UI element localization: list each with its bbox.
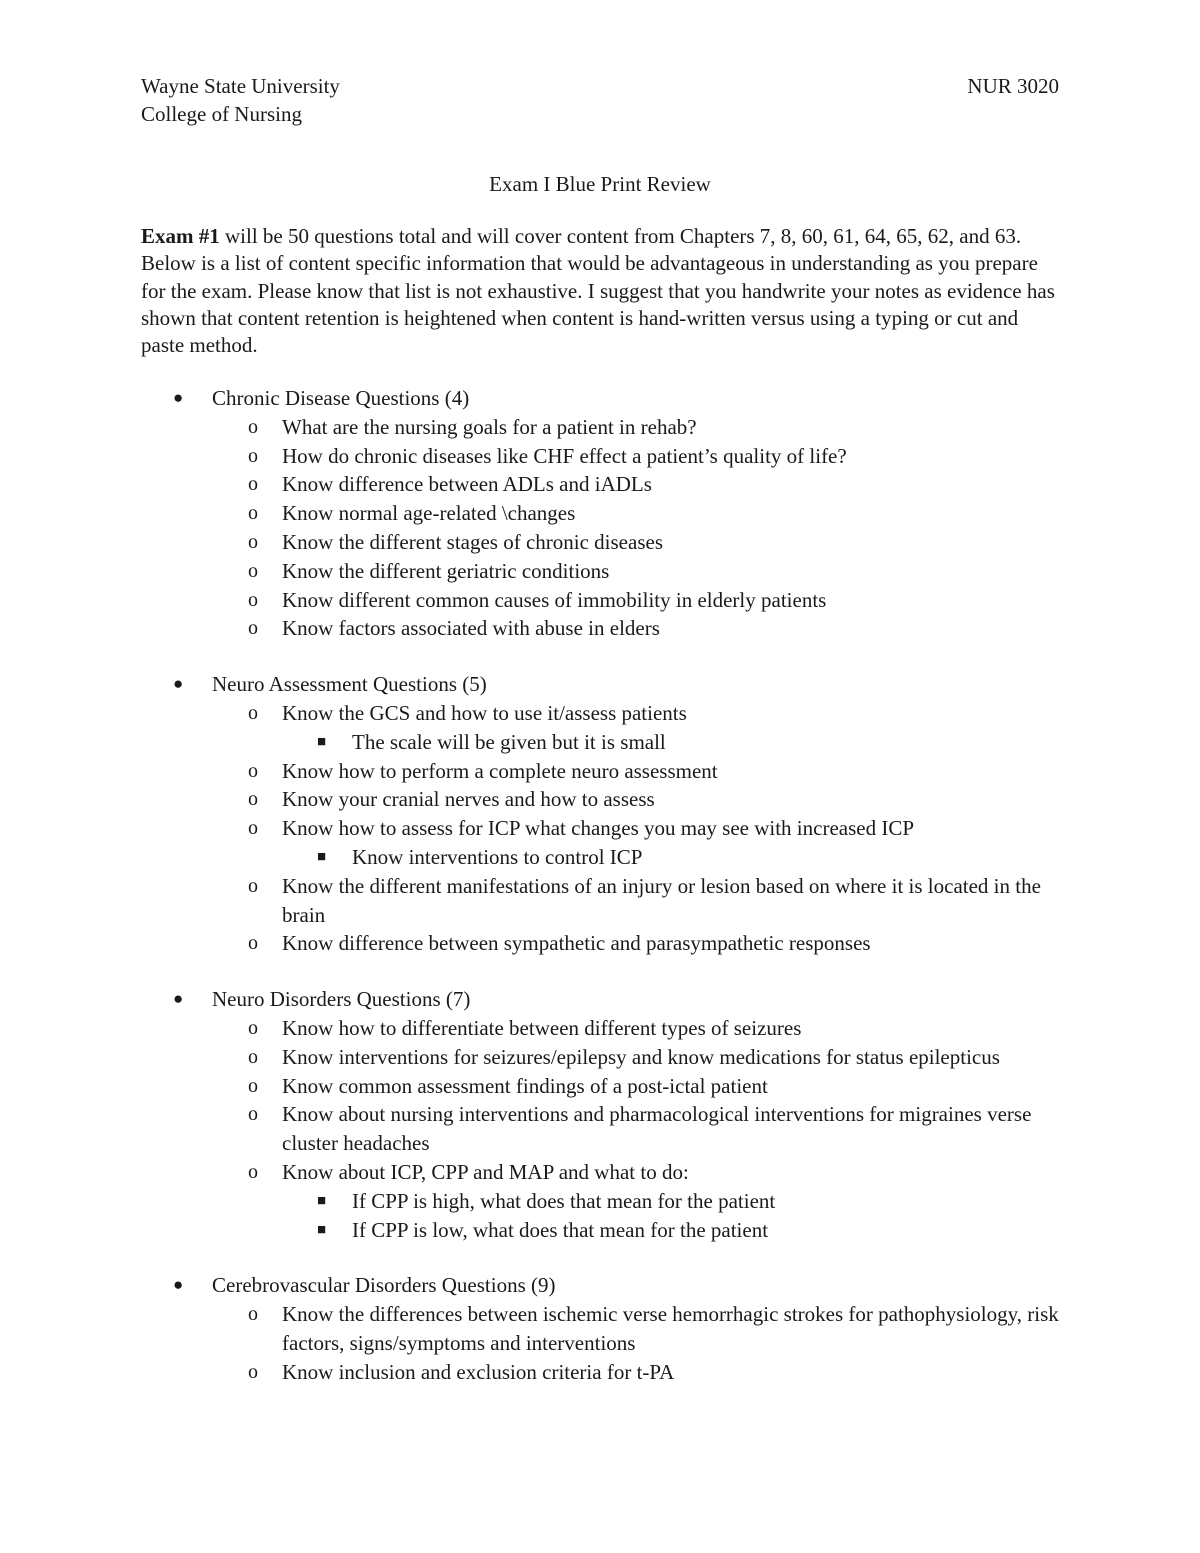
list-item-text: Know the GCS and how to use it/assess patients: [282, 700, 687, 725]
square-marker: ■: [317, 848, 327, 865]
circle-marker: o: [248, 444, 258, 467]
list-item-text: Know different common causes of immobility in elderly patients: [282, 587, 827, 612]
section: [141, 670, 1066, 958]
section-heading: [141, 670, 1066, 699]
list-item: [141, 557, 1066, 586]
university-name: Wayne State University: [141, 74, 340, 98]
circle-marker: o: [248, 1016, 258, 1039]
circle-marker: o: [248, 1160, 258, 1183]
section: [141, 985, 1066, 1244]
list-item: [141, 1014, 1066, 1043]
intro-lead: Exam #1: [141, 224, 220, 248]
list-item: [141, 413, 1066, 442]
list-item-text: Know the different geriatric conditions: [282, 558, 610, 583]
section-heading-text: Cerebrovascular Disorders Questions (9): [212, 1273, 556, 1298]
sub-list-item-text: If CPP is low, what does that mean for the patient: [352, 1217, 769, 1242]
circle-marker: o: [248, 559, 258, 582]
circle-marker: o: [248, 415, 258, 438]
circle-marker: o: [248, 530, 258, 553]
list-item-text: Know difference between ADLs and iADLs: [282, 472, 652, 497]
circle-marker: o: [248, 701, 258, 724]
sub-list-item: [141, 1216, 1066, 1245]
section-heading-text: Neuro Assessment Questions (5): [212, 672, 487, 697]
circle-marker: o: [248, 817, 258, 840]
document-header: [141, 72, 1059, 128]
list-item: [141, 586, 1066, 615]
list-item-text: Know normal age-related \changes: [282, 501, 576, 526]
list-item: [141, 699, 1066, 728]
list-item-text: Know inclusion and exclusion criteria for t-PA: [282, 1359, 675, 1384]
list-item: [141, 929, 1066, 958]
circle-marker: o: [248, 473, 258, 496]
circle-marker: o: [248, 874, 258, 897]
list-item: [141, 1072, 1066, 1101]
list-item-text: Know about ICP, CPP and MAP and what to do:: [282, 1159, 689, 1184]
circle-marker: o: [248, 617, 258, 640]
square-marker: ■: [317, 1192, 327, 1209]
square-marker: ■: [317, 1221, 327, 1238]
circle-marker: o: [248, 759, 258, 782]
list-item: [141, 1300, 1066, 1358]
list-item-text: Know the different stages of chronic diseases: [282, 529, 663, 554]
list-item: [141, 499, 1066, 528]
list-item: [141, 1100, 1066, 1158]
list-item-text: Know how to assess for ICP what changes you may see with increased ICP: [282, 816, 915, 841]
list-item: [141, 1158, 1066, 1187]
section-heading-text: Neuro Disorders Questions (7): [212, 987, 471, 1012]
intro-text: will be 50 questions total and will cover content from Chapters 7, 8, 60, 61, 64, 65, 62, and 63. Below is a list of content specific information that would be advantageous in understanding as you prepare for the exam. Please know that list is not exhaustive. I suggest that you handwrite your notes as evidence has shown that content retention is heightened when content is hand-written versus using a typing or cut and paste method.: [141, 224, 1055, 358]
sub-list-item: [141, 1187, 1066, 1216]
sub-list-item: [141, 843, 1066, 872]
list-item-text: Know factors associated with abuse in elders: [282, 616, 660, 641]
circle-marker: o: [248, 932, 258, 955]
circle-marker: o: [248, 1303, 258, 1326]
circle-marker: o: [248, 1103, 258, 1126]
section-heading: [141, 1271, 1066, 1300]
list-item: [141, 757, 1066, 786]
topic-list: [141, 384, 1066, 1414]
list-item-text: Know how to differentiate between different types of seizures: [282, 1015, 802, 1040]
list-item-text: Know how to perform a complete neuro assessment: [282, 758, 718, 783]
list-item: [141, 872, 1066, 930]
list-item: [141, 1043, 1066, 1072]
institution-block: [141, 72, 340, 128]
list-item-text: Know about nursing interventions and pharmacological interventions for migraines verse cluster headaches: [282, 1102, 1032, 1156]
sub-list-item-text: The scale will be given but it is small: [352, 729, 666, 754]
section-heading: [141, 985, 1066, 1014]
list-item-text: Know difference between sympathetic and parasympathetic responses: [282, 931, 871, 956]
circle-marker: o: [248, 1074, 258, 1097]
college-name: College of Nursing: [141, 102, 302, 126]
section: [141, 1271, 1066, 1386]
section-heading-text: Chronic Disease Questions (4): [212, 386, 470, 410]
list-item: [141, 1358, 1066, 1387]
list-item: [141, 614, 1066, 643]
document-title: Exam I Blue Print Review: [489, 172, 711, 196]
sub-list-item-text: If CPP is high, what does that mean for the patient: [352, 1188, 776, 1213]
list-item-text: Know your cranial nerves and how to assess: [282, 787, 655, 812]
course-code: NUR 3020: [967, 74, 1059, 98]
list-item-text: What are the nursing goals for a patient in rehab?: [282, 414, 697, 439]
square-marker: ■: [317, 733, 327, 750]
list-item: [141, 442, 1066, 471]
list-item-text: How do chronic diseases like CHF effect a patient’s quality of life?: [282, 443, 847, 468]
list-item: [141, 785, 1066, 814]
circle-marker: o: [248, 588, 258, 611]
list-item: [141, 528, 1066, 557]
circle-marker: o: [248, 502, 258, 525]
intro-paragraph: [141, 223, 1066, 359]
list-item-text: Know the differences between ischemic verse hemorrhagic strokes for pathophysiology, risk factors, signs/symptoms and interventions: [282, 1302, 1059, 1355]
bullet-marker: ●: [173, 388, 184, 407]
list-item: [141, 470, 1066, 499]
bullet-marker: ●: [173, 674, 184, 694]
circle-marker: o: [248, 1360, 258, 1383]
sub-list-item: [141, 728, 1066, 757]
list-item-text: Know interventions for seizures/epilepsy and know medications for status epilepticus: [282, 1044, 1000, 1069]
section: [141, 384, 1066, 643]
circle-marker: o: [248, 1045, 258, 1068]
list-item: [141, 814, 1066, 843]
bullet-marker: ●: [173, 1275, 184, 1295]
section-heading: [141, 384, 1066, 413]
list-item-text: Know common assessment findings of a post-ictal patient: [282, 1073, 768, 1098]
circle-marker: o: [248, 788, 258, 811]
list-item-text: Know the different manifestations of an injury or lesion based on where it is located in the brain: [282, 873, 1041, 927]
sub-list-item-text: Know interventions to control ICP: [352, 844, 643, 869]
bullet-marker: ●: [173, 989, 184, 1009]
